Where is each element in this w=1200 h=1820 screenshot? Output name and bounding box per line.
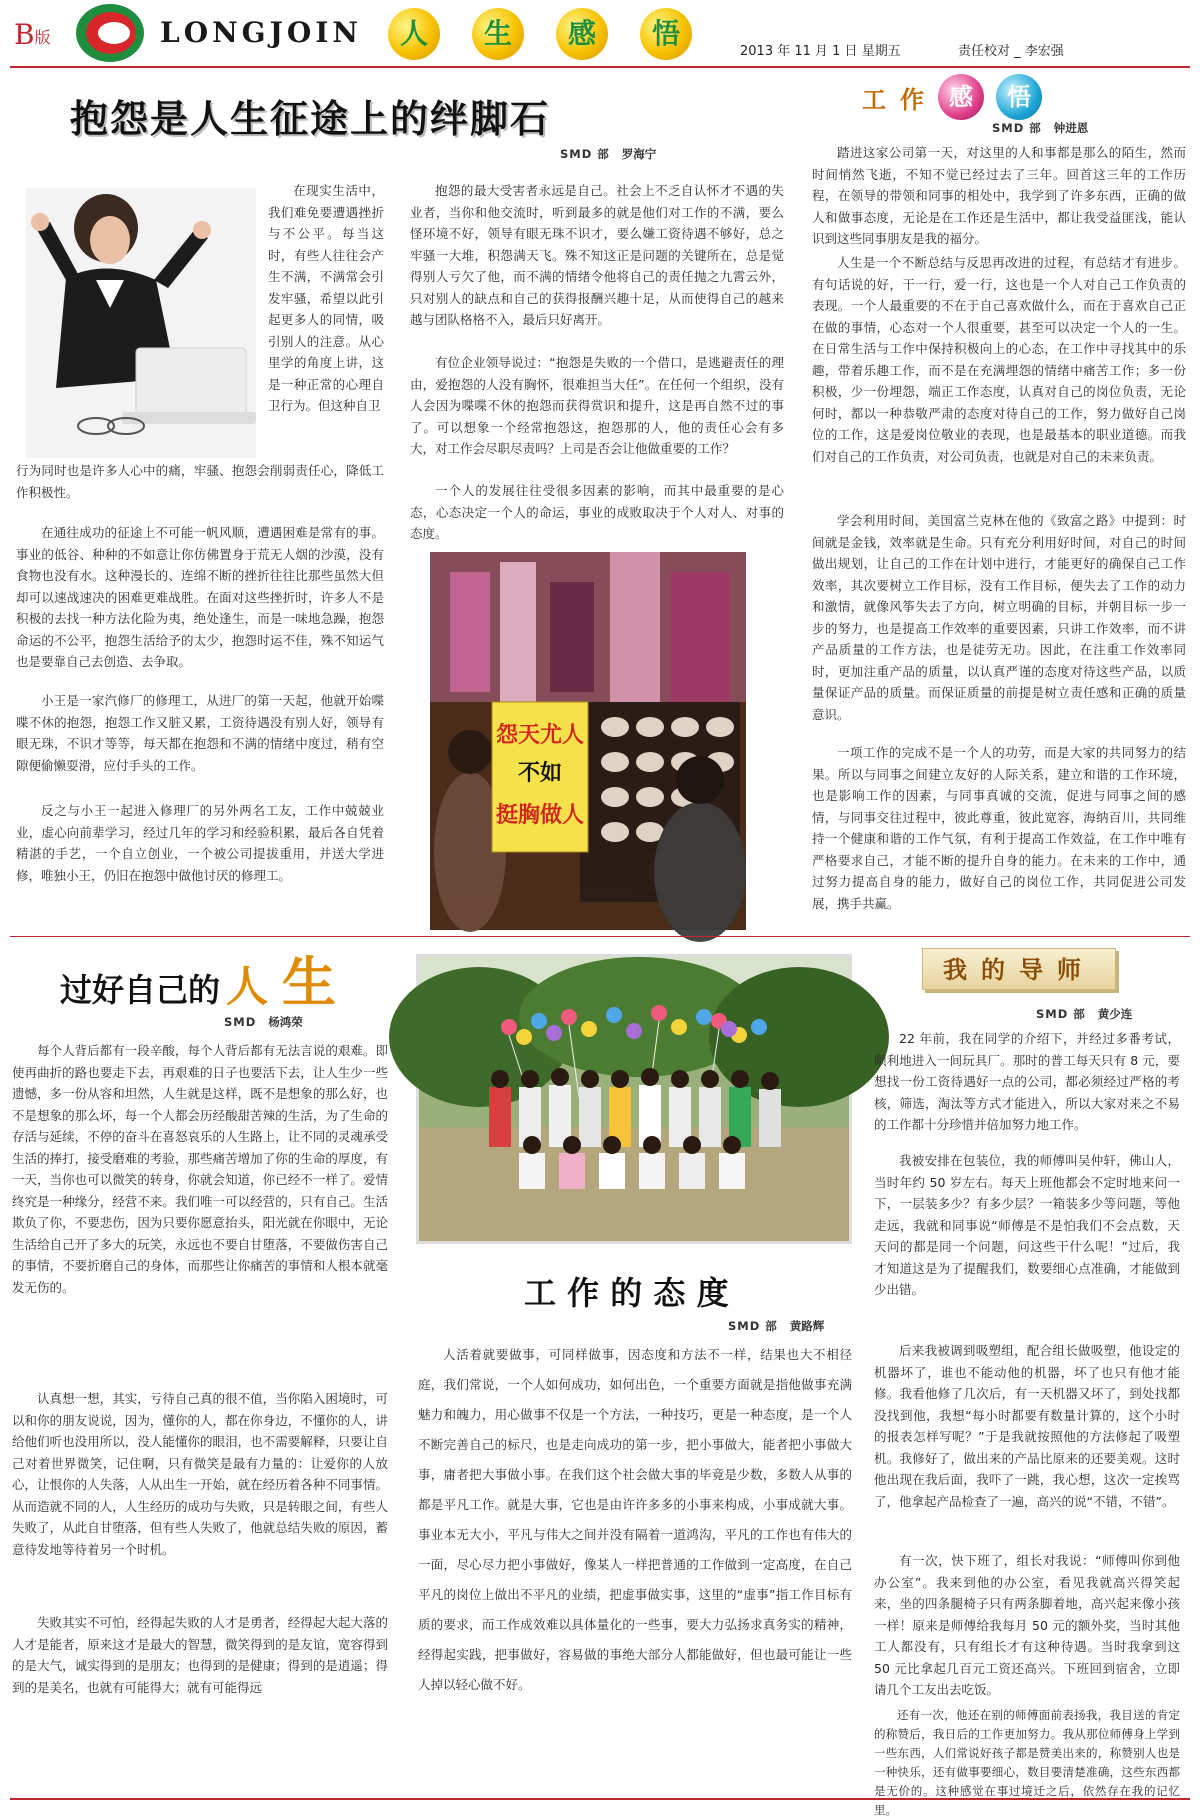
article1-byline: SMD 部 罗海宁 — [560, 147, 657, 161]
slogan-char-3: 感 — [556, 8, 608, 60]
article1-para-wrap: 在现实生活中，我们难免要遭遇挫折与不公平。每当这时，有些人往往会产生不满，不满常会引发牢骚，希望以此引起更多人的同情，吸引别人的注意。从心里学的角度上讲，这是一种正常的心理自卫行为。但这种自卫 — [268, 183, 384, 413]
slogan-char-2: 生 — [472, 8, 524, 60]
sign-line-1: 怨天尤人 — [495, 723, 585, 748]
article5-para-2: 我被安排在包装位，我的师傅叫吴仲轩，佛山人，当时年约 50 岁左右。每天上班他都会不定时地来问一下，一层装多少？有多少层？一箱装多少等问题，等他走远，我就和同事说“师傅是不是怕我们不会点数，天天问的都是同一个问题，问这些干什么呢！”过后，我才知道这是为了提醒我们，数要细心点准确，才能做到少出错。 — [874, 1153, 1180, 1297]
edition-label: B版 — [14, 18, 51, 51]
article3-byline: SMD 杨鸿荣 — [224, 1015, 303, 1029]
article5-column-banner: 我的导师 — [922, 948, 1116, 990]
team-group-photo — [416, 954, 852, 1244]
slogan-char-1: 人 — [388, 8, 440, 60]
footer-rule — [10, 1798, 1190, 1800]
article3-title: 过好自己的 人 生 — [60, 950, 337, 1014]
article1-para-7: 一个人的发展往往受很多因素的影响，而其中最重要的是心态，心态决定一个人的命运，事业的成败取决于个人对人、对事的态度。 — [410, 483, 784, 541]
article2-ball-1: 感 — [938, 74, 984, 120]
slogan-char-4: 悟 — [640, 8, 692, 60]
section-rule — [10, 936, 1190, 937]
article2-para-4: 一项工作的完成不是一个人的功劳，而是大家的共同努力的结果。所以与同事之间建立友好的人际关系，建立和谐的工作环境，也是影响工作的因素，与同事真诚的交流，促进与同事之间的感情，与同事交往过程中，彼此尊重，彼此宽容，海纳百川，共同维持一个健康和谐的工作气氛，有利于提高工作效益，在工作中唯有严格要求自己，才能不断的提升自身的能力。在未来的工作中，通过努力提高自身的能力，做好自己的岗位工作，共同促进公司发展，携手共赢。 — [812, 745, 1186, 911]
market-stall-photo — [430, 552, 746, 930]
article3-para-3: 失败其实不可怕，经得起失败的人才是勇者，经得起大起大落的人才是能者，原来这才是最大的智慧，微笑得到的是友谊，宽容得到的是大气，诚实得到的是朋友；也得到的是健康；得到的是逍遥；得到的是美名，也就有可能得大；就有可能得远 — [12, 1615, 388, 1695]
article1-para-6: 有位企业领导说过：“抱怨是失败的一个借口，是逃避责任的理由，爱抱怨的人没有胸怀，很难担当大任”。在任何一个组织，没有人会因为喋喋不休的抱怨而获得赏识和提升，这是再自然不过的事了。可以想象一个经常抱怨这，抱怨那的人，他的责任心会有多大，对工作会尽职尽责吗？上司是否会让他做重要的工作？ — [410, 355, 784, 456]
article4-para-1: 人活着就要做事，可同样做事，因态度和方法不一样，结果也大不相径庭，我们常说，一个人如何成功，如何出色，一个重要方面就是指他做事充满魅力和魄力，用心做事不仅是一个方法，一种技巧，更是一种态度，是一个人不断完善自己的标尺，也是走向成功的第一步，把小事做大，能者把小事做大事，庸者把大事做小事。在我们这个社会做大事的毕竟是少数，多数人从事的都是平凡工作。就是大事，它也是由许许多多的小事来构成，小事成就大事。事业本无大小，平凡与伟大之间并没有隔着一道鸿沟，平凡的工作也有伟大的一面，尽心尽力把小事做好，像某人一样把普通的工作做到一定高度，在自己平凡的岗位上做出不平凡的业绩，把虚事做实事，这里的“虚事”指工作目标有质的要求，而工作成效难以具体量化的一些事，要大力弘扬求真务实的精神，经得起实践，把事做好，容易做的事绝大部分人都能做好，但也最可能让一些人掉以轻心做不好。 — [418, 1347, 852, 1692]
proofreader: 责任校对 _ 李宏强 — [958, 44, 1064, 59]
article2-column-title: 工作 — [862, 85, 938, 114]
article2-ball-2: 悟 — [996, 74, 1042, 120]
article2-para-2: 人生是一个不断总结与反思再改进的过程，有总结才有进步。有句话说的好，干一行，爱一行，这也是一个人对自己工作负责的表现。一个人最重要的不在于自己喜欢做什么，而在于喜欢自己正在做的事情，心态对一个人很重要，甚至可以决定一个人的一生。在日常生活与工作中保持积极向上的心态，在工作中寻找其中的乐趣，带着乐趣工作，而不是在充满埋怨的情绪中痛苦工作；多一份积极，少一份埋怨，端正工作态度，认真对自己的岗位负责，无论何时，都以一种恭敬严肃的态度对待自己的工作，努力做好自己岗位的工作，这是爱岗位敬业的表现，也是最基本的职业道德。而我们对自己的工作负责，对公司负责，也就是对自己的未来负责。 — [812, 255, 1186, 464]
article4-byline: SMD 部 黄路辉 — [728, 1319, 825, 1333]
article1-para-1: 行为同时也是许多人心中的痛，牢骚、抱怨会削弱责任心，降低工作积极性。 — [16, 463, 384, 500]
article5-para-3: 后来我被调到吸塑组，配合组长做吸塑，他设定的机器坏了，谁也不能动他的机器，坏了也只有他才能修。我看他修了几次后，有一天机器又坏了，到处找都没找到他，我想“每小时都要有数量计算的，这个小时的报表怎样写呢？”于是我就按照他的方法修起了吸塑机。我修好了，做出来的产品比原来的还要美观。这时他出现在我后面，我吓了一跳，我心想，这次一定挨骂了，他拿起产品检查了一遍，高兴的说“不错，不错”。 — [874, 1343, 1180, 1509]
issue-date: 2013 年 11 月 1 日 星期五 — [740, 44, 901, 59]
article5-para-1: 22 年前，我在同学的介绍下，并经过多番考试，顺利地进入一间玩具厂。那时的普工每天只有 8 元，要想找一份工资待遇好一点的公司，都必须经过严格的考核，筛选，淘汰等方式才能进入，所以大家对来之不易的工作都十分珍惜并倍加努力地工作。 — [874, 1031, 1180, 1132]
article2-byline: SMD 部 钟进恩 — [992, 121, 1089, 135]
sign-line-3: 挺胸做人 — [495, 803, 585, 828]
article1-para-2: 在通往成功的征途上不可能一帆风顺，遭遇困难是常有的事。事业的低谷、种种的不如意让你仿佛置身于荒无人烟的沙漠，没有食物也没有水。这种漫长的、连绵不断的挫折往往比那些虽然大但却可以速战速决的困难更难战胜。在面对这些挫折时，许多人不是积极的去找一种方法化险为夷，绝处逢生，而是一味地急躁，抱怨命运的不公平，抱怨生活给予的太少，抱怨时运不佳，殊不知运气也是要靠自己去创造、去争取。 — [16, 525, 384, 669]
article2-para-3: 学会利用时间，美国富兰克林在他的《致富之路》中提到：时间就是金钱，效率就是生命。只有充分利用好时间，对自己的时间做出规划，让自己的工作在计划中进行，才能更好的确保自己工作效率，其次要树立工作目标，没有工作目标，便失去了工作的动力和激情，就像风筝失去了方向，树立明确的目标，并朝目标一步一步的努力，也是提高工作效率的重要因素，只讲工作效率，而不讲产品质量的工作方法，也是徒劳无功。因此，在注重工作效率同时，更加注重产品的质量，以认真严谨的态度对待这些产品，以质量保证产品的质量。而保证质量的前提是树立责任感和正确的质量意识。 — [812, 513, 1186, 722]
article1-para-4: 反之与小王一起进入修理厂的另外两名工友，工作中兢兢业业，虚心向前辈学习，经过几年的学习和经验积累，最后各自凭着精湛的手艺，一个自立创业，一个被公司提拔重用，并送大学进修，唯独小王，仍旧在抱怨中做他讨厌的修理工。 — [16, 803, 384, 883]
article2-para-1: 踏进这家公司第一天，对这里的人和事都是那么的陌生，然而时间悄然飞逝，不知不觉已经过去了三年。回首这三年的工作历程，在领导的带领和同事的相处中，我学到了许多东西，正确的做人和做事态度，无论是在工作还是生活中，都让我受益匪浅，能认识到这些同事朋友是我的福分。 — [812, 145, 1186, 246]
company-logo — [76, 4, 144, 62]
brand-name: LONGJOIN — [160, 16, 362, 49]
article1-para-3: 小王是一家汽修厂的修理工，从进厂的第一天起，他就开始喋喋不休的抱怨，抱怨工作又脏又累，工资待遇没有别人好，领导有眼无珠，不识才等等，每天都在抱怨和不满的情绪中度过，稍有空隙便偷懒耍滑，应付手头的工作。 — [16, 693, 384, 773]
article1-title: 抱怨是人生征途上的绊脚石 — [70, 96, 551, 141]
article1-para-5: 抱怨的最大受害者永远是自己。社会上不乏自认怀才不遇的失业者，当你和他交流时，听到最多的就是他们对工作的不满，要么怪环境不好，领导有眼无珠不识才，要么嫌工资待遇不够好，总之牢骚一大堆，积怨满天飞。殊不知这正是问题的关键所在，总是觉得别人亏欠了他，而不满的情绪令他将自己的责任抛之九霄云外，只对别人的缺点和自己的获得报酬兴趣十足，从而使得自己的越来越与团队格格不入，最后只好离开。 — [410, 183, 784, 327]
article4-title: 工 作 的 态 度 — [524, 1274, 729, 1312]
article5-para-4: 有一次，快下班了，组长对我说：“师傅叫你到他办公室”。我来到他的办公室，看见我就高兴得笑起来，坐的四条腿椅子只有两条脚着地，高兴起来像小孩一样！原来是师傅给我每月 50 元的额外奖，当时其他工人都没有，只有组长才有这种待遇。当时我拿到这 50 元比拿起几百元工资还高兴。下班回到宿舍，立即请几个工友出去吃饭。 — [874, 1553, 1180, 1697]
sign-line-2: 不如 — [517, 761, 563, 786]
frustrated-woman-photo — [26, 188, 256, 458]
article3-para-2: 认真想一想，其实，亏待自己真的很不值，当你陷入困境时，可以和你的朋友说说，因为，懂你的人，都在你身边，不懂你的人，讲给他们听也没用所以，没人能懂你的眼泪，也不需要解释，只要让自己对着世界微笑，记住啊，只有微笑是最有力量的：让爱你的人放心，让恨你的人失落，人从出生一开始，就在经历着各种不同事情。从而造就不同的人，人生经历的成功与失败，只是转眼之间，有些人失败了，从此自甘堕落，但有些人失败了，他就总结失败的原因，蓄意待发地等待着另一个时机。 — [12, 1391, 388, 1557]
header-rule — [10, 66, 1190, 68]
article5-byline: SMD 部 黄少连 — [1036, 1007, 1133, 1021]
article5-para-5: 还有一次，他还在别的师傅面前表扬我，我目送的肯定的称赞后，我日后的工作更加努力。我从那位师傅身上学到一些东西，人们常说好孩子都是赞美出来的，称赞别人也是一种快乐，还有做事要细心，数目要清楚准确，这些东西都是无价的。这种感觉在事过境迁之后，依然存在我的记忆里。 — [874, 1708, 1180, 1817]
article3-para-1: 每个人背后都有一段辛酸，每个人背后都有无法言说的艰难。即使再曲折的路也要走下去，再艰难的日子也要活下去，让人生少一些遗憾，多一份从容和坦然，人生就是这样，既不是想象的那么好，也不是想象的那么坏，每一个人都会历经酸甜苦辣的生活，为了生命的存活与延续，不停的奋斗在喜怒哀乐的人生路上，让不同的灵魂承受生活的捧打，接受磨难的考验，那些痛苦增加了你的生命的厚度，有一天，当你也可以微笑的转身，你就会知道，你已经不一样了。爱情终究是一种缘分，经营不来。我们唯一可以经营的，只有自己。生活欺负了你，不要悲伤，因为只要你愿意抬头，阳光就在你眼中，无论生活给自己开了多大的玩笑，永远也不要自甘堕落，不要做伤害自己的事情，不要折磨自己的身体，而那些让你痛苦的事情和人根本就毫发无伤的。 — [12, 1043, 388, 1295]
